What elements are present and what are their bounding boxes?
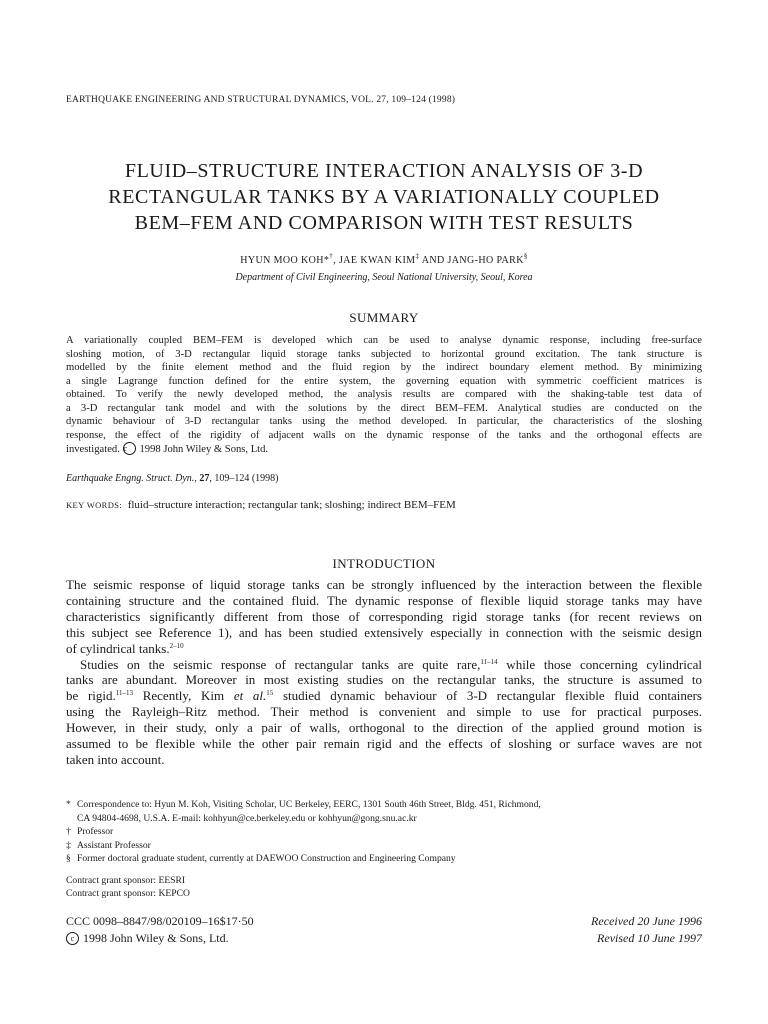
author-footnote-mark: ‡ xyxy=(415,252,420,260)
abstract-line: sloshing motion, of 3-D rectangular liquid storage tanks subjected to horizontal ground excitation. The tank structure is xyxy=(66,348,702,360)
keywords-label: KEY WORDS: xyxy=(66,500,123,510)
footnote-item xyxy=(66,825,702,839)
keywords xyxy=(66,499,456,511)
body-line: characteristics significantly different from those of corresponding rigid storage tanks (for recent reviews on xyxy=(66,608,702,624)
body-line xyxy=(66,657,702,673)
copyright-icon: c xyxy=(66,932,79,945)
body-text: while those concerning cylindrical xyxy=(497,656,702,672)
body-line xyxy=(66,641,702,657)
revised-date: Revised 10 June 1997 xyxy=(597,930,702,945)
footnote-correspondence xyxy=(66,798,702,812)
submission-dates xyxy=(591,913,702,946)
introduction-body xyxy=(66,577,702,768)
publication-info xyxy=(66,913,254,946)
paper-title xyxy=(60,158,708,236)
footnote-mark: ‡ xyxy=(66,839,71,851)
author-footnote-mark: † xyxy=(329,252,334,260)
body-text: Recently, Kim xyxy=(133,688,234,704)
footnote-mark: § xyxy=(66,853,71,864)
author-list xyxy=(60,252,708,266)
running-head: EARTHQUAKE ENGINEERING AND STRUCTURAL DYNAMICS, VOL. 27, 109–124 (1998) xyxy=(66,95,456,105)
grant-sponsor: Contract grant sponsor: EESRI xyxy=(66,875,186,886)
footnote-text: Correspondence to: Hyun M. Koh, Visiting Scholar, UC Berkeley, EERC, 1301 South 46th Street, Bldg. 451, Richmond, xyxy=(77,799,541,810)
grant-sponsors xyxy=(66,874,190,900)
reference-superscript: 11–14 xyxy=(480,657,498,666)
abstract-copyright: 1998 John Wiley & Sons, Ltd. xyxy=(139,444,269,455)
reference-superscript: 2–10 xyxy=(169,641,184,650)
body-line: assumed to be flexible while the other pair remain rigid and the effects of sloshing or surface waves are not xyxy=(66,736,702,752)
journal-volume: 27 xyxy=(199,473,210,484)
abstract-line: modelled by the finite element method and the fluid region by the indirect boundary element method. By minimizing xyxy=(66,362,702,373)
body-line: containing structure and the contained fluid. The dynamic response of flexible liquid storage tanks may have xyxy=(66,592,702,608)
introduction-heading: INTRODUCTION xyxy=(332,556,436,571)
abstract-line: a single Lagrange function defined for the entire system, the governing equation with symmetric coefficient matrices is xyxy=(66,375,702,387)
copyright-icon: c xyxy=(123,442,136,455)
body-text: Studies on the seismic response of rectangular tanks are quite rare, xyxy=(80,656,481,672)
footnote-text: CA 94804-4698, U.S.A. E-mail: kohhyun@ce.berkeley.edu or kohhyun@gong.snu.ac.kr xyxy=(77,812,417,824)
body-line: tanks are abundant. Moreover in most existing studies on the rectangular tanks, the structure is assumed to xyxy=(66,672,702,688)
abstract-line: dynamic behaviour of 3-D rectangular tanks using the method developed. In particular, the characteristics of the sloshing xyxy=(66,416,702,427)
body-text: of cylindrical tanks. xyxy=(66,640,170,656)
footnote-item xyxy=(66,839,702,853)
body-text: be rigid. xyxy=(66,688,116,704)
body-line: However, in their study, only a pair of walls, orthogonal to the direction of the applied ground motion is xyxy=(66,720,702,736)
abstract-last-text: investigated. xyxy=(66,444,120,455)
abstract-line: obtained. To verify the newly developed method, the analysis results are compared with the shaking-table test data of xyxy=(66,389,702,400)
abstract-line: a 3-D rectangular tank model and with the solutions by the direct BEM–FEM. Analytical studies are conducted on the xyxy=(66,402,702,414)
footnote-mark: * xyxy=(66,799,71,810)
body-text-italic: et al. xyxy=(233,688,267,704)
bottom-copyright-line xyxy=(66,930,254,947)
affiliation: Department of Civil Engineering, Seoul National University, Seoul, Korea xyxy=(235,272,533,283)
journal-pages: , 109–124 (1998) xyxy=(209,473,279,484)
summary-heading: SUMMARY xyxy=(349,310,419,325)
abstract-line: A variationally coupled BEM–FEM is developed which can be used to analyse dynamic response, including free-surface xyxy=(66,335,702,346)
footnote-text: Professor xyxy=(77,826,114,837)
title-line: RECTANGULAR TANKS BY A VARIATIONALLY COUPLED xyxy=(108,186,660,208)
citation-line: Earthquake Engng. Struct. Dyn., 27, 109–124 (1998) xyxy=(66,473,279,484)
abstract-line: response, the effect of the rigidity of adjacent walls on the dynamic response of the tanks and the orthogonal effects are xyxy=(66,429,702,441)
title-line: FLUID–STRUCTURE INTERACTION ANALYSIS OF 3-D xyxy=(124,160,644,182)
reference-superscript: 11–13 xyxy=(115,689,134,698)
journal-abbrev: Earthquake Engng. Struct. Dyn. xyxy=(66,473,195,484)
title-line: BEM–FEM AND COMPARISON WITH TEST RESULTS xyxy=(134,212,634,234)
body-line: taken into account. xyxy=(66,751,165,767)
body-line: using the Rayleigh–Ritz method. Their method is convenient and simple to use for practical purposes. xyxy=(66,704,702,720)
author-name: HYUN MOO KOH* xyxy=(240,255,330,266)
ccc-code: CCC 0098–8847/98/020109–16$17·50 xyxy=(66,914,254,928)
keywords-text: fluid–structure interaction; rectangular tank; sloshing; indirect BEM–FEM xyxy=(127,499,456,511)
author-footnote-mark: § xyxy=(523,252,528,260)
body-text: studied dynamic behaviour of 3-D rectangular flexible fluid containers xyxy=(273,688,702,704)
received-date: Received 20 June 1996 xyxy=(591,914,702,928)
footnote-text: Assistant Professor xyxy=(77,839,151,851)
footnotes xyxy=(66,798,702,866)
body-line: The seismic response of liquid storage tanks can be strongly influenced by the interaction between the flexible xyxy=(66,577,702,592)
abstract xyxy=(66,334,702,457)
body-line xyxy=(66,688,702,704)
footnote-mark: † xyxy=(66,826,71,837)
body-line: this subject see Reference 1), and has been studied extensively especially in connection with the seismic design xyxy=(66,624,702,640)
author-name: , JAE KWAN KIM xyxy=(333,255,416,266)
footnote-text: Former doctoral graduate student, currently at DAEWOO Construction and Engineering Company xyxy=(77,853,456,864)
abstract-line xyxy=(66,442,702,457)
author-name: AND JANG-HO PARK xyxy=(419,255,524,266)
footnote-item xyxy=(66,852,702,866)
reference-superscript: 15 xyxy=(266,689,274,698)
bottom-copyright: 1998 John Wiley & Sons, Ltd. xyxy=(83,930,229,945)
grant-sponsor: Contract grant sponsor: KEPCO xyxy=(66,888,190,899)
